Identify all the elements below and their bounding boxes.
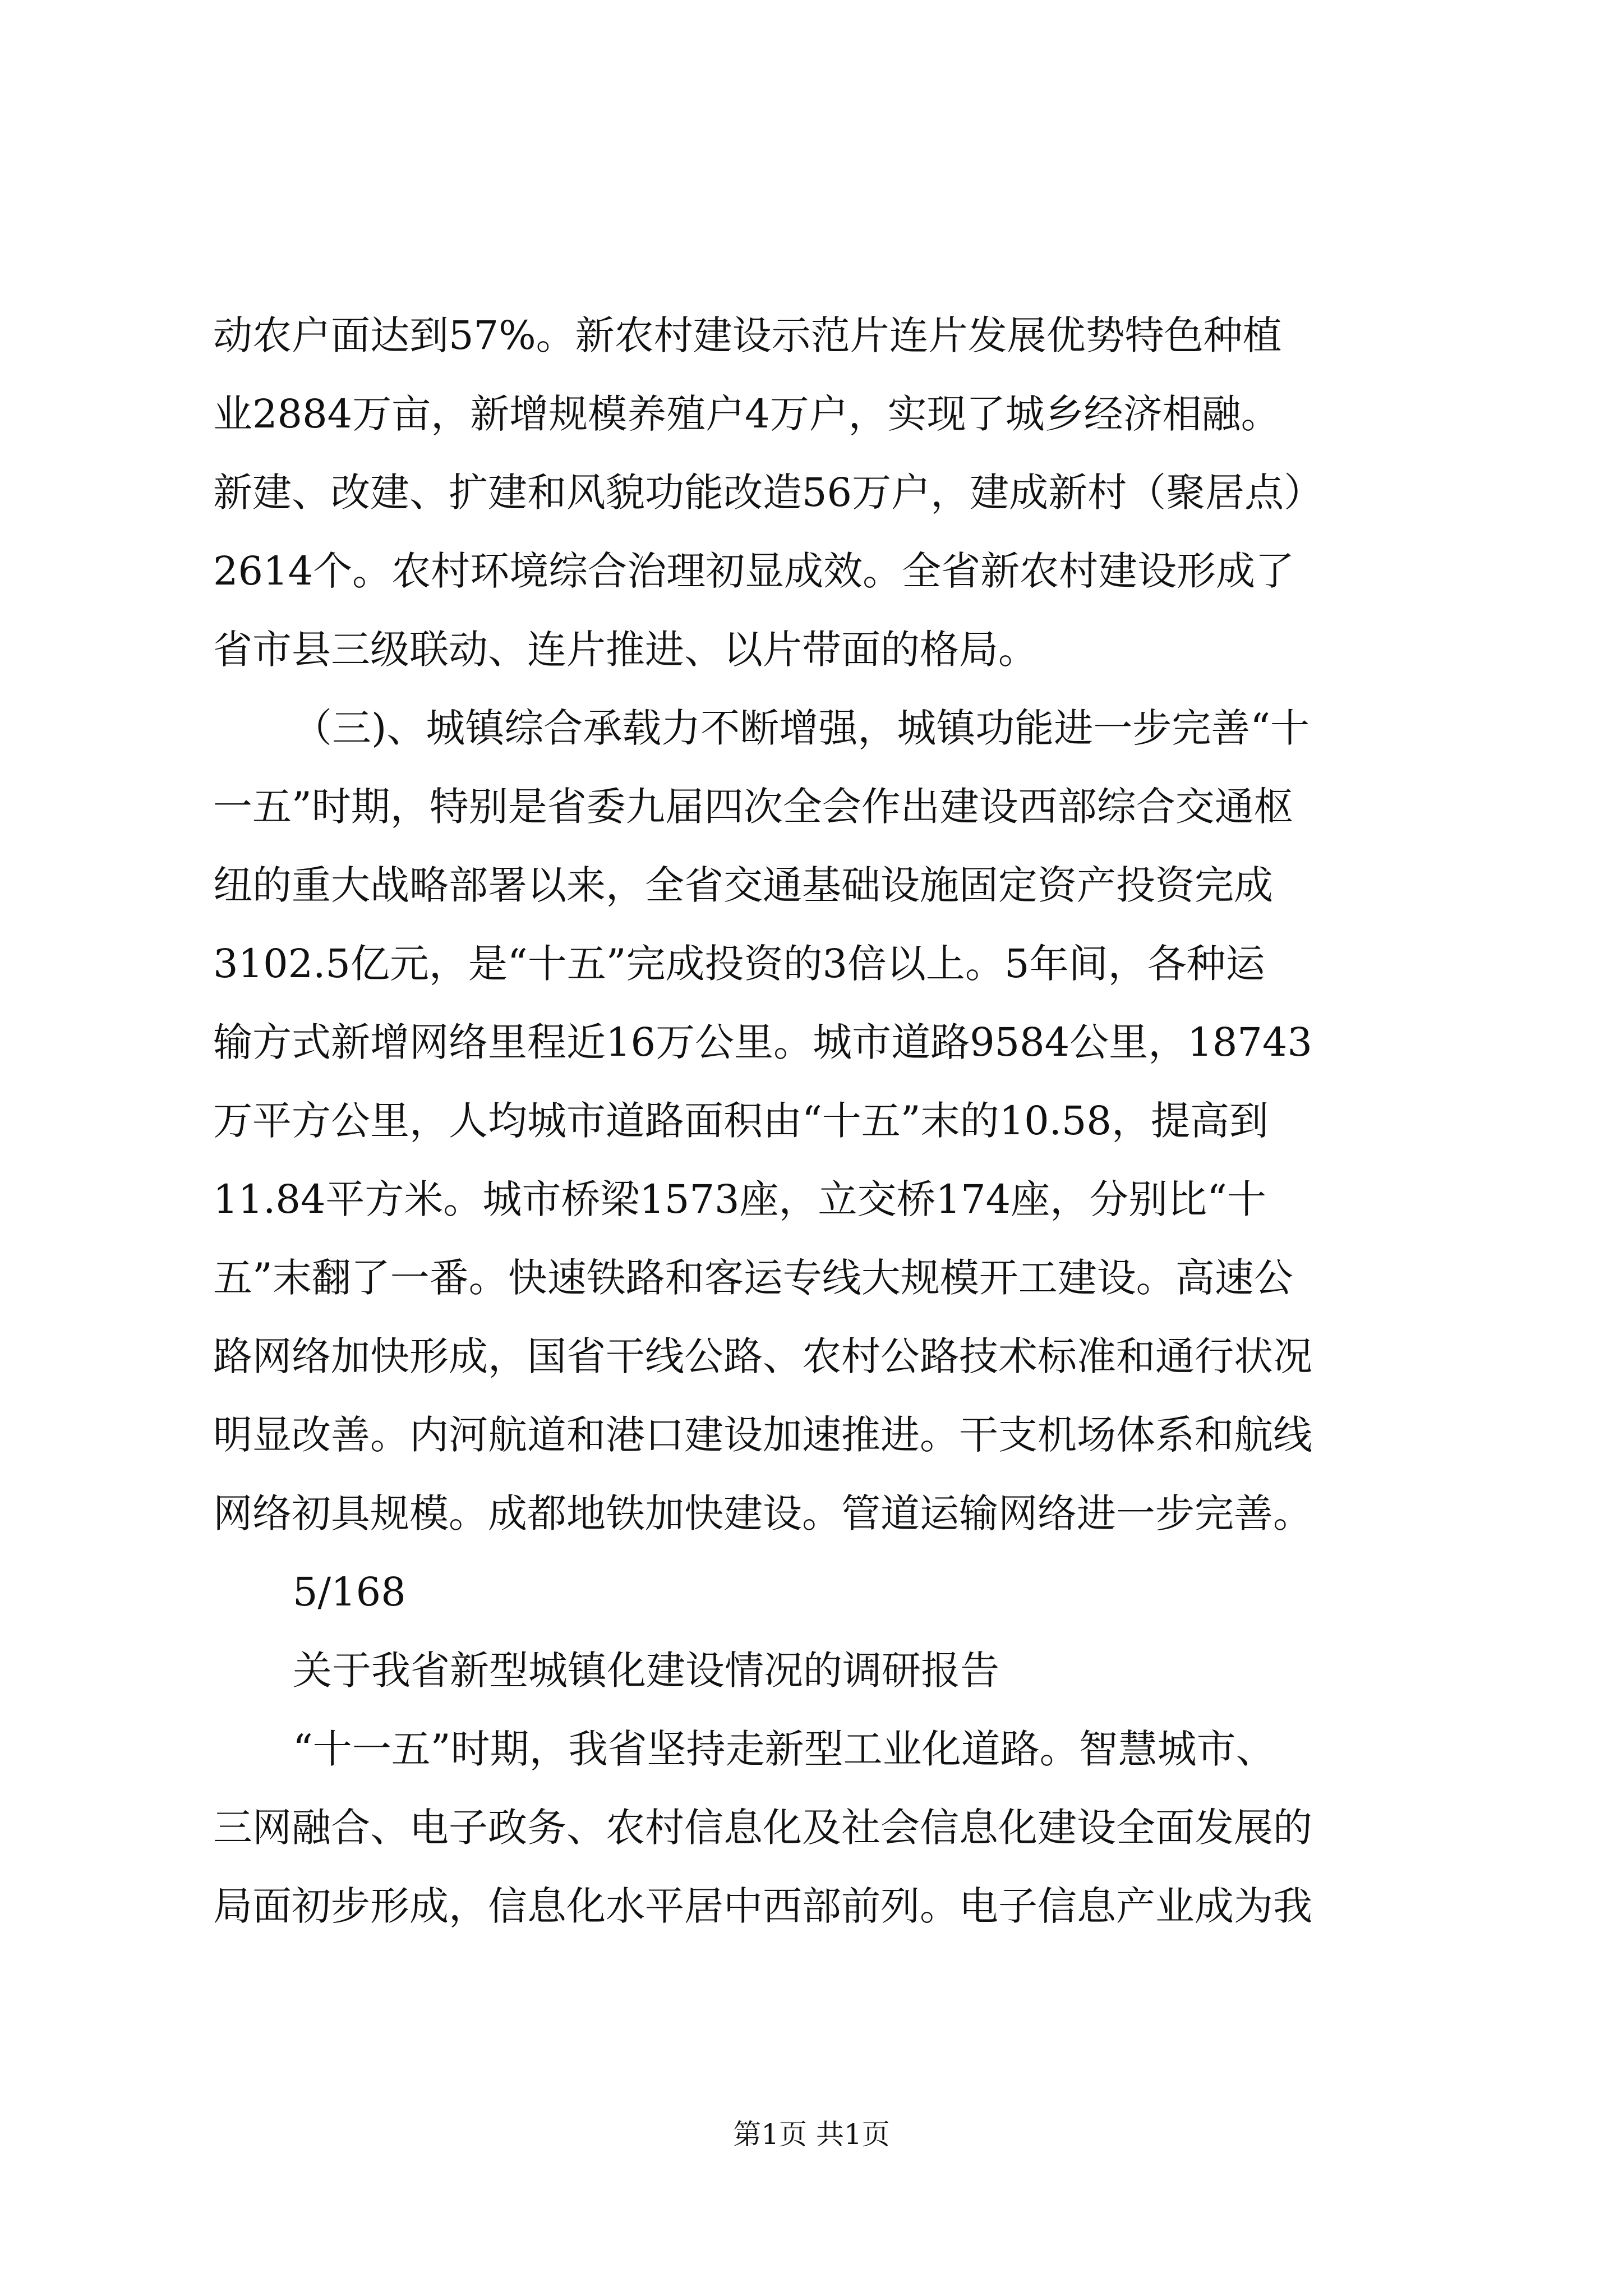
text-line: 一五”时期，特别是省委九届四次全会作出建设西部综合交通枢 <box>213 784 1293 830</box>
text-line: 明显改善。内河航道和港口建设加速推进。干支机场体系和航线 <box>213 1412 1312 1458</box>
report-title-line: 关于我省新型城镇化建设情况的调研报告 <box>293 1648 999 1694</box>
text-line: 2614个。农村环境综合治理初显成效。全省新农村建设形成了 <box>213 548 1295 594</box>
section-heading-line: （三)、城镇综合承载力不断增强，城镇功能进一步完善“十 <box>293 705 1310 751</box>
text-line: 业2884万亩，新增规模养殖户4万户，实现了城乡经济相融。 <box>213 391 1280 437</box>
text-line: 3102.5亿元，是“十五”完成投资的3倍以上。5年间，各种运 <box>213 941 1265 987</box>
text-line: 11.84平方米。城市桥梁1573座，立交桥174座，分别比“十 <box>213 1176 1266 1222</box>
text-line: 三网融合、电子政务、农村信息化及社会信息化建设全面发展的 <box>213 1805 1312 1851</box>
text-line: 新建、改建、扩建和风貌功能改造56万户，建成新村（聚居点） <box>213 470 1324 516</box>
text-line: 动农户面达到57%。新农村建设示范片连片发展优势特色种植 <box>213 312 1282 358</box>
text-line: 路网络加快形成，国省干线公路、农村公路技术标准和通行状况 <box>213 1333 1312 1379</box>
text-line: 五”末翻了一番。快速铁路和客运专线大规模开工建设。高速公 <box>213 1255 1293 1301</box>
text-line: 输方式新增网络里程近16万公里。城市道路9584公里，18743 <box>213 1019 1312 1065</box>
inline-page-number: 5/168 <box>293 1569 406 1615</box>
paragraph-start-line: “十一五”时期，我省坚持走新型工业化道路。智慧城市、 <box>293 1726 1275 1772</box>
text-line: 局面初步形成，信息化水平居中西部前列。电子信息产业成为我 <box>213 1883 1312 1929</box>
page-footer: 第1页 共1页 <box>733 2118 890 2151</box>
text-line: 网络初具规模。成都地铁加快建设。管道运输网络进一步完善。 <box>213 1490 1312 1536</box>
text-line: 万平方公里，人均城市道路面积由“十五”末的10.58，提高到 <box>213 1098 1269 1144</box>
text-line: 省市县三级联动、连片推进、以片带面的格局。 <box>213 627 1038 673</box>
text-line: 纽的重大战略部署以来，全省交通基础设施固定资产投资完成 <box>213 862 1273 908</box>
document-body <box>213 296 1469 1945</box>
